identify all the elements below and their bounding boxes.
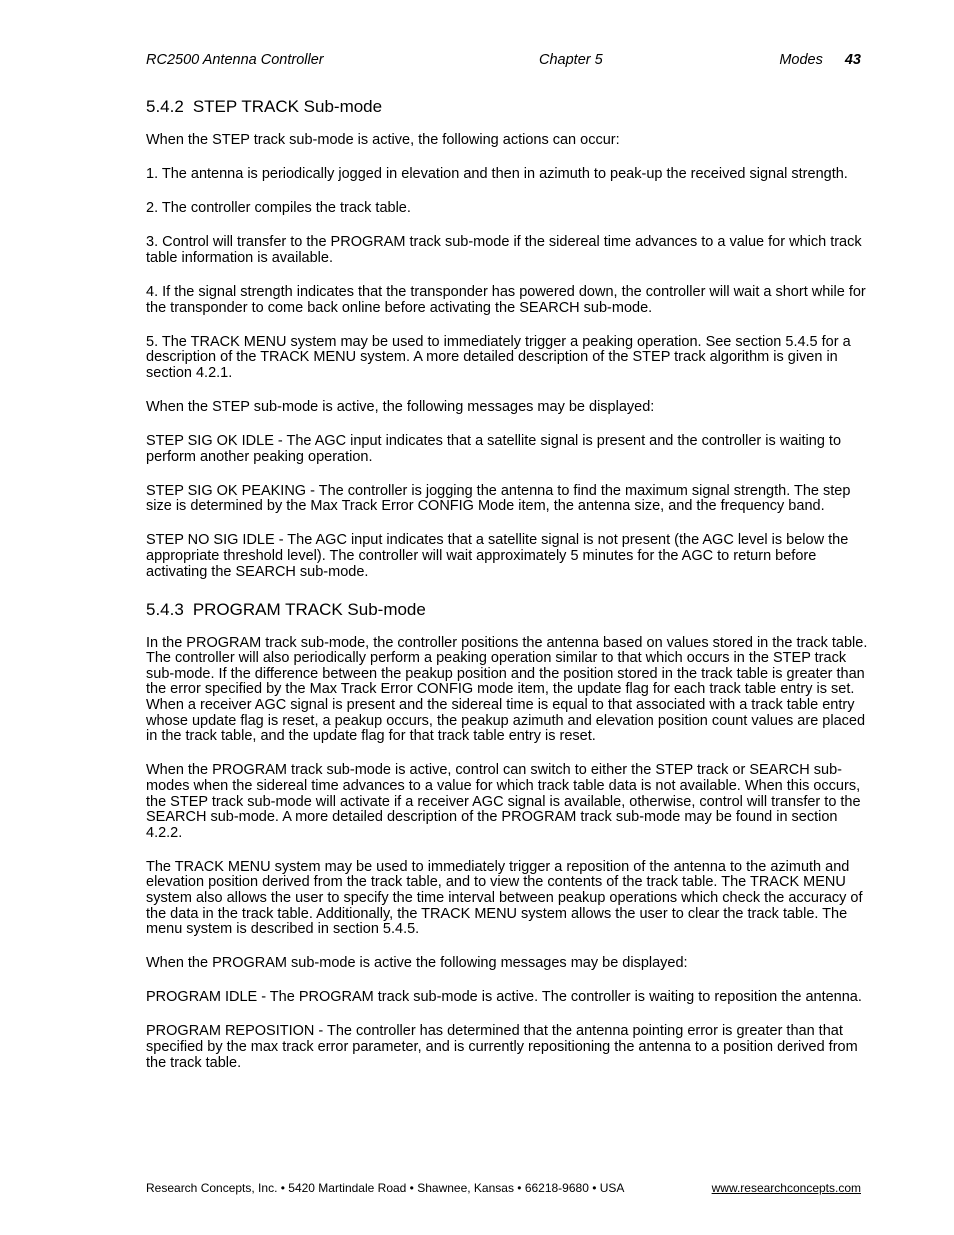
message-definition: STEP NO SIG IDLE - The AGC input indicates that a satellite signal is not present (the AGC level is below the appropriate threshold level). The controller will wait approximately 5 minutes for the AGC to return before activating the SEARCH sub-mode. [146,532,849,580]
list-item: 5. The TRACK MENU system may be used to immediately trigger a peaking operation. See section 5.4.5 for a description of the TRACK MENU system. A more detailed description of the STEP track algorithm is given in section 4.2.1. [146,333,851,381]
message-definition: STEP SIG OK PEAKING - The controller is jogging the antenna to find the maximum signal strength. The step size is determined by the Max Track Error CONFIG Mode item, the antenna size, and the frequency band. [146,482,851,515]
section-number: 5.4.2 [146,97,184,116]
header-chapter: Chapter 5 [539,52,603,68]
paragraph: The TRACK MENU system may be used to immediately trigger a reposition of the antenna to the azimuth and elevation position derived from the track table, and to view the contents of the track table. The TRACK MENU system also allows the user to specify the time interval between peakup operations which check the accuracy of the data in the track table. Additionally, the TRACK MENU system allows the user to clear the track table. The menu system is described in section 5.4.5. [146,858,863,938]
header-product: RC2500 Antenna Controller [146,52,324,68]
section-title: STEP TRACK Sub-mode [192,97,383,116]
paragraph: When the PROGRAM sub-mode is active the following messages may be displayed: [146,955,688,972]
section-heading-5-4-3 [146,599,876,620]
list-item: 2. The controller compiles the track table. [146,200,411,217]
list-item: 1. The antenna is periodically jogged in elevation and then in azimuth to peak-up the received signal strength. [146,166,848,183]
paragraph: When the PROGRAM track sub-mode is active, control can switch to either the STEP track or SEARCH sub-modes when the sidereal time advances to a value for which track table data is not available. When this occurs, the STEP track sub-mode will activate if a receiver AGC signal is available, otherwise, control will transfer to the SEARCH sub-mode. A more detailed description of the PROGRAM track sub-mode may be found in section 4.2.2. [146,762,861,841]
footer-website-link[interactable]: www.researchconcepts.com [711,1181,861,1195]
header-section-page [779,52,861,68]
paragraph: When the STEP track sub-mode is active, the following actions can occur: [146,132,620,148]
section-number: 5.4.3 [146,599,184,619]
footer-company-address: Research Concepts, Inc. • 5420 Martindale Road • Shawnee, Kansas • 66218-9680 • USA [146,1181,625,1195]
page-header [146,52,861,70]
section-heading-5-4-2 [146,96,876,117]
paragraph: In the PROGRAM track sub-mode, the controller positions the antenna based on values stored in the track table. The controller will also periodically perform a peaking operation similar to that which occurs in the STEP track sub-mode. If the difference between the peakup position and the position stored in the track table is greater than the error specified by the Max Track Error CONFIG mode item, the update flag for each track table entry is set. When a receiver AGC signal is present and the sidereal time is equal to that associated with a track table entry whose update flag is reset, a peakup occurs, the peakup azimuth and elevation position count values are placed in the track table, and the update flag for that track table entry is reset. [146,634,868,745]
paragraph: When the STEP sub-mode is active, the following messages may be displayed: [146,398,655,415]
page-content [146,96,876,1090]
page-footer [146,1181,861,1197]
message-definition: PROGRAM IDLE - The PROGRAM track sub-mode is active. The controller is waiting to reposition the antenna. [146,989,862,1006]
message-definition: STEP SIG OK IDLE - The AGC input indicates that a satellite signal is present and the controller is waiting to perform another peaking operation. [146,433,842,465]
list-item: 4. If the signal strength indicates that the transponder has powered down, the controller will wait a short while for the transponder to come back online before activating the SEARCH sub-mode. [146,283,866,316]
list-item: 3. Control will transfer to the PROGRAM track sub-mode if the sidereal time advances to a value for which track table information is available. [146,234,862,266]
section-title: PROGRAM TRACK Sub-mode [192,599,426,619]
message-definition: PROGRAM REPOSITION - The controller has determined that the antenna pointing error is greater than that specified by the max track error parameter, and is currently repositioning the antenna to a position derived from the track table. [146,1023,858,1071]
page-number: 43 [844,52,861,68]
header-section: Modes [779,52,823,68]
